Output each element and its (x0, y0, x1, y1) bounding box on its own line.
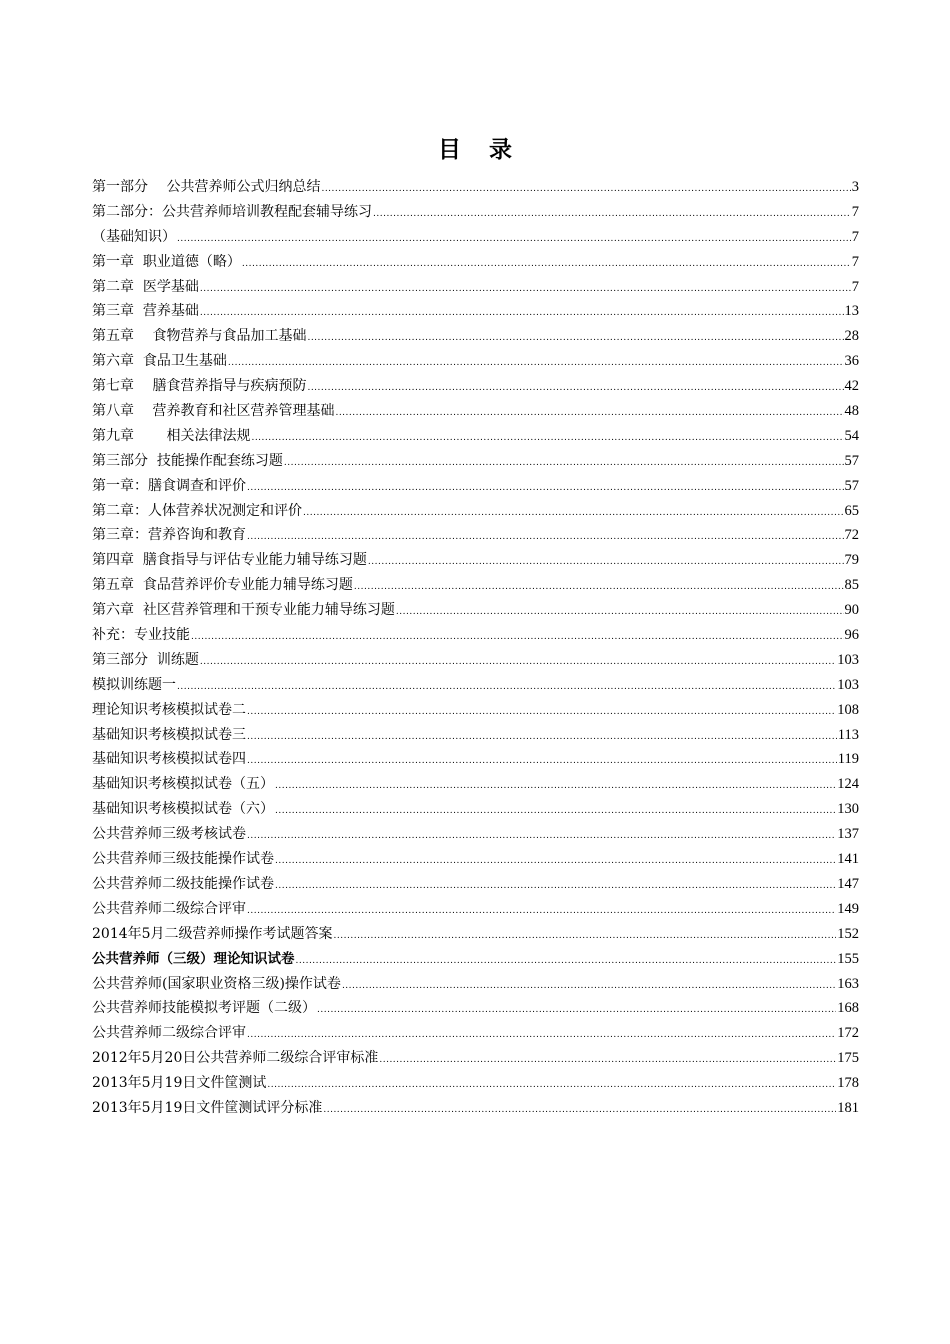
toc-dot-leader (396, 600, 844, 623)
toc-dot-leader (321, 177, 850, 200)
toc-dot-leader (307, 326, 843, 349)
toc-dot-leader (200, 277, 851, 300)
toc-entry-page-number: 149 (837, 900, 859, 917)
toc-dot-leader (177, 227, 851, 250)
toc-dot-leader (267, 1073, 836, 1096)
toc-entry-label: 公共营养师二级综合评审 (92, 900, 246, 917)
toc-dot-leader (247, 824, 836, 847)
toc-entry-label: 公共营养师技能模拟考评题（二级） (92, 1000, 316, 1017)
toc-entry[interactable] (92, 324, 859, 349)
toc-entry[interactable] (92, 648, 859, 673)
toc-entry-label: （基础知识） (92, 228, 176, 245)
toc-entry[interactable] (92, 374, 859, 399)
toc-dot-leader (354, 575, 844, 598)
toc-entry[interactable] (92, 200, 859, 225)
toc-dot-leader (335, 401, 843, 424)
toc-entry-page-number: 152 (837, 925, 859, 942)
toc-entry-label: 第六章 社区营养管理和干预专业能力辅导练习题 (92, 602, 395, 619)
toc-entry[interactable] (92, 523, 859, 548)
toc-entry-page-number: 3 (851, 179, 859, 195)
toc-entry-page-number: 108 (837, 701, 859, 718)
toc-dot-leader (275, 874, 836, 897)
toc-entry-page-number: 137 (837, 826, 859, 843)
toc-entry-label: 第七章 膳食营养指导与疾病预防 (92, 378, 307, 395)
toc-entry-label: 第三章：营养咨询和教育 (92, 527, 246, 544)
toc-entry-label: 基础知识考核模拟试卷（六） (92, 801, 274, 818)
toc-entry[interactable] (92, 996, 859, 1021)
toc-entry[interactable] (92, 673, 859, 698)
toc-entry-label: 第三部分 训练题 (92, 651, 199, 668)
toc-entry-page-number: 85 (844, 577, 859, 594)
toc-entry[interactable] (92, 847, 859, 872)
toc-entry-label: 2014年5月二级营养师操作考试题答案 (92, 925, 333, 942)
toc-entry-label: 第五章 食物营养与食品加工基础 (92, 328, 307, 345)
toc-entry-page-number: 175 (837, 1050, 859, 1067)
toc-entry-page-number: 168 (837, 1000, 859, 1017)
toc-entry[interactable] (92, 747, 859, 772)
toc-entry-page-number: 36 (844, 353, 859, 370)
toc-title: 目 录 (437, 137, 522, 163)
toc-entry-label: 第九章 相关法律法规 (92, 427, 251, 444)
toc-entry-page-number: 103 (837, 676, 859, 693)
toc-dot-leader (247, 525, 844, 548)
toc-entry-page-number: 65 (844, 502, 859, 519)
toc-dot-leader (275, 799, 836, 822)
toc-entry-label: 公共营养师二级技能操作试卷 (92, 875, 274, 892)
toc-entry-page-number: 103 (837, 651, 859, 668)
toc-dot-leader (247, 1023, 836, 1046)
toc-entry[interactable] (92, 250, 859, 275)
toc-entry[interactable] (92, 922, 859, 947)
toc-entry-page-number: 7 (851, 253, 859, 270)
toc-entry-page-number: 155 (837, 950, 859, 967)
toc-dot-leader (247, 476, 844, 499)
toc-entry-label: 第三部分 技能操作配套练习题 (92, 452, 283, 469)
toc-entry[interactable] (92, 349, 859, 374)
toc-dot-leader (373, 202, 851, 225)
toc-entry-label: 2012年5月20日公共营养师二级综合评审标准 (92, 1050, 379, 1067)
toc-dot-leader (317, 998, 836, 1021)
toc-entry[interactable] (92, 449, 859, 474)
toc-entry-page-number: 90 (844, 602, 859, 619)
toc-entry-label: 理论知识考核模拟试卷二 (92, 701, 246, 718)
toc-entry-label: 基础知识考核模拟试卷四 (92, 751, 246, 768)
toc-entry[interactable] (92, 1021, 859, 1046)
toc-dot-leader (307, 376, 843, 399)
toc-entry-page-number: 57 (844, 477, 859, 494)
toc-entry[interactable] (92, 424, 859, 449)
toc-dot-leader (379, 1048, 836, 1071)
toc-entry-label: 第一章：膳食调查和评价 (92, 477, 246, 494)
toc-dot-leader (342, 974, 836, 997)
toc-entry-label: 第二章 医学基础 (92, 278, 199, 295)
toc-entry[interactable] (92, 897, 859, 922)
toc-entry-label: 公共营养师三级考核试卷 (92, 826, 246, 843)
toc-entry-label: 模拟训练题一 (92, 676, 176, 693)
toc-entry-page-number: 42 (844, 378, 859, 395)
toc-entry-label: 基础知识考核模拟试卷三 (92, 726, 246, 743)
toc-entry-page-number: 96 (844, 627, 859, 644)
toc-entry-page-number: 178 (837, 1075, 859, 1092)
toc-entry[interactable] (92, 623, 859, 648)
toc-entry-label: 第二章：人体营养状况测定和评价 (92, 502, 302, 519)
toc-entry[interactable] (92, 275, 859, 300)
toc-entry-page-number: 141 (837, 851, 859, 868)
toc-entry[interactable] (92, 399, 859, 424)
toc-entry-label: 公共营养师二级综合评审 (92, 1025, 246, 1042)
toc-entry-label: 公共营养师(国家职业资格三级)操作试卷 (92, 975, 341, 992)
toc-entry-page-number: 172 (837, 1025, 859, 1042)
toc-entry[interactable] (92, 772, 859, 797)
toc-dot-leader (275, 849, 836, 872)
toc-dot-leader (284, 451, 844, 474)
toc-entry[interactable] (92, 299, 859, 324)
toc-entry-page-number: 13 (844, 303, 859, 320)
toc-entry-label: 第五章 食品营养评价专业能力辅导练习题 (92, 577, 353, 594)
toc-entry-label: 第二部分：公共营养师培训教程配套辅导练习 (92, 203, 372, 220)
toc-entry[interactable] (92, 723, 859, 748)
toc-entry-page-number: 7 (851, 203, 859, 220)
toc-entry-page-number: 7 (851, 278, 859, 295)
toc-entry[interactable] (92, 822, 859, 847)
toc-dot-leader (247, 725, 837, 748)
toc-entry[interactable] (92, 598, 859, 623)
toc-list (92, 175, 859, 1121)
toc-entry-label: 2013年5月19日文件筐测试 (92, 1075, 267, 1092)
toc-entry-label: 第六章 食品卫生基础 (92, 353, 227, 370)
toc-entry-page-number: 119 (837, 751, 859, 768)
toc-entry-page-number: 28 (844, 328, 859, 345)
toc-entry[interactable] (92, 1071, 859, 1096)
toc-entry-label: 2013年5月19日文件筐测试评分标准 (92, 1099, 323, 1116)
toc-entry-label: 第八章 营养教育和社区营养管理基础 (92, 403, 335, 420)
toc-entry[interactable] (92, 972, 859, 997)
toc-entry-label: 公共营养师（三级）理论知识试卷 (92, 950, 295, 967)
toc-dot-leader (247, 749, 837, 772)
toc-entry[interactable] (92, 1046, 859, 1071)
toc-entry[interactable] (92, 225, 859, 250)
toc-entry-page-number: 147 (837, 875, 859, 892)
toc-entry-page-number: 7 (851, 228, 859, 245)
toc-entry[interactable] (92, 573, 859, 598)
toc-dot-leader (334, 924, 837, 947)
toc-dot-leader (177, 675, 836, 698)
toc-entry[interactable] (92, 175, 859, 200)
toc-entry-label: 基础知识考核模拟试卷（五） (92, 776, 274, 793)
toc-entry[interactable] (92, 698, 859, 723)
toc-entry-label: 补充：专业技能 (92, 627, 190, 644)
toc-dot-leader (303, 501, 844, 524)
toc-dot-leader (242, 252, 851, 275)
toc-dot-leader (228, 351, 844, 374)
toc-entry-page-number: 72 (844, 527, 859, 544)
toc-dot-leader (275, 774, 836, 797)
toc-dot-leader (200, 650, 836, 673)
toc-entry-page-number: 79 (844, 552, 859, 569)
toc-entry-page-number: 54 (844, 427, 859, 444)
toc-entry-label: 第四章 膳食指导与评估专业能力辅导练习题 (92, 552, 367, 569)
toc-entry-page-number: 48 (844, 403, 859, 420)
toc-entry[interactable] (92, 474, 859, 499)
toc-entry[interactable] (92, 499, 859, 524)
toc-entry-page-number: 57 (844, 452, 859, 469)
toc-entry[interactable] (92, 548, 859, 573)
toc-entry-page-number: 130 (837, 801, 859, 818)
toc-dot-leader (251, 426, 843, 449)
toc-dot-leader (247, 700, 836, 723)
toc-entry[interactable] (92, 947, 859, 972)
toc-entry-page-number: 124 (837, 776, 859, 793)
toc-dot-leader (247, 899, 836, 922)
toc-entry-label: 第一部分 公共营养师公式归纳总结 (92, 179, 321, 195)
toc-entry[interactable] (92, 872, 859, 897)
toc-dot-leader (368, 550, 844, 573)
toc-entry[interactable] (92, 797, 859, 822)
toc-dot-leader (296, 949, 837, 972)
toc-dot-leader (191, 625, 844, 648)
toc-entry-page-number: 181 (837, 1099, 859, 1116)
toc-entry-page-number: 163 (837, 975, 859, 992)
toc-dot-leader (323, 1098, 836, 1121)
toc-entry-label: 第三章 营养基础 (92, 303, 199, 320)
toc-dot-leader (200, 301, 844, 324)
toc-entry-page-number: 113 (837, 726, 859, 743)
toc-entry[interactable] (92, 1096, 859, 1121)
toc-entry-label: 第一章 职业道德（略） (92, 253, 241, 270)
toc-entry-label: 公共营养师三级技能操作试卷 (92, 851, 274, 868)
